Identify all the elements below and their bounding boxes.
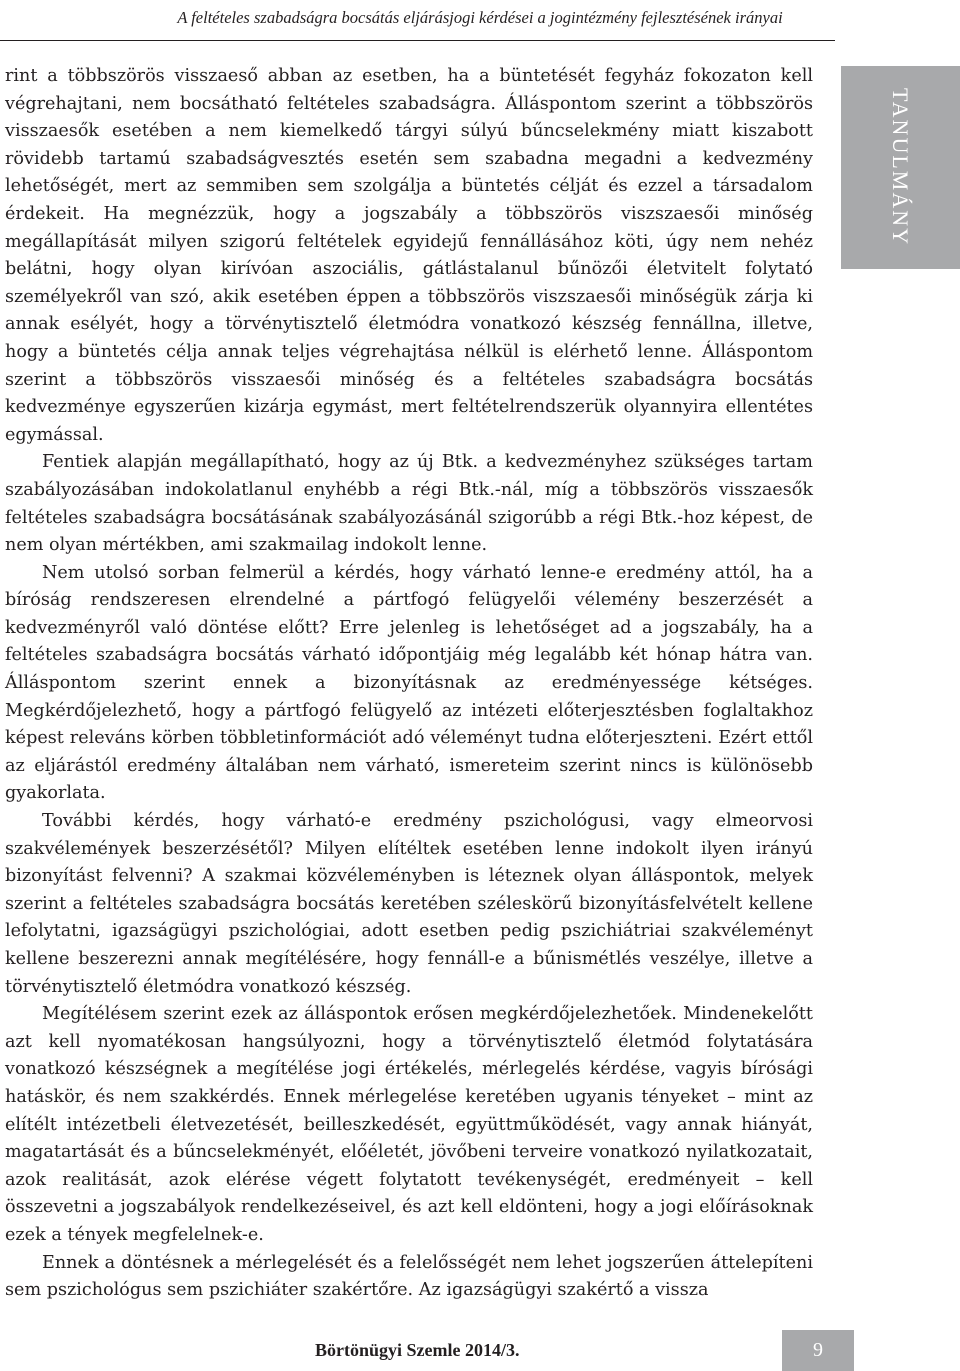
- section-tab: [841, 66, 960, 269]
- section-tab-label: TANULMÁNY: [888, 87, 913, 247]
- running-header: A feltételes szabadságra bocsátás eljárásjogi kérdései a jogintézmény fejlesztésének irányai: [177, 8, 783, 27]
- paragraph: Fentiek alapján megállapítható, hogy az új Btk. a kedvezményhez szükséges tartam szabályozásában indokolatlanul enyhébb a régi Btk.-nál, míg a többszörös visszaesők feltételes szabadságra bocsátásának szabályozásánál szigorúbb a régi Btk.-hoz képest, de nem olyan mértékben, ami szakmailag indokolt lenne.: [5, 452, 813, 556]
- journal-footer: Börtönügyi Szemle 2014/3.: [315, 1340, 520, 1360]
- article-body: [5, 63, 813, 1305]
- header-rule: [0, 40, 835, 41]
- paragraph: Megítélésem szerint ezek az álláspontok erősen megkérdőjelezhetőek. Mindenekelőtt azt kell nyomatékosan hangsúlyozni, hogy a törvénytisztelő életmód folytatására vonatkozó készségnek a megítélése jogi értékelés, mérlegelés kérdése, vagyis bírósági hatáskör, és nem szakkérdés. Ennek mérlegelése keretében ugyanis tényeket – mint az elítélt intézetbeli életvezetését, beilleszkedését, együttműködését, vagy annak hiányát, magatartását és a bűncselekményét, előéletét, jövőbeni terveire vonatkozó nyilatkozatait, azok realitását, azok elérése végett folytatott tevékenységét, eredményeit – kell összevetni a jogszabályok rendelkezéseivel, és azt kell eldönteni, hogy a jogi előírásoknak ezek a tények megfelelnek-e.: [5, 1004, 813, 1245]
- paragraph: Ennek a döntésnek a mérlegelését és a felelősségét nem lehet jogszerűen áttelepíteni sem pszichológus sem pszichiáter szakértőre. Az igazságügyi szakértő a vissza: [5, 1252, 813, 1301]
- paragraph-continued: rint a többszörös visszaeső abban az esetben, ha a büntetését fegyház fokozaton kell végrehajtani, nem bocsátható feltételes szabadságra. Álláspontom szerint a többszörös visszaesők esetében a nem kiemelkedő tárgyi súlyú bűncselekmény miatt kiszabott rövidebb tartamú szabadságvesztés esetén sem szabadna megadni a kedvezmény lehetőségét, mert az semmiben sem szolgálja a büntetés célját és ezzel a társadalom érdekeit. Ha megnézzük, hogy a jogszabály a többszörös viszszaesői minőség megállapítását milyen szigorú feltételek egyidejű fennállásához köti, úgy nem nehéz belátni, hogy olyan kirívóan aszociális, gátlástalanul bűnözői életvitelt folytató személyekről van szó, akik esetében éppen a többszörös viszszaesői minőségük zárja ki annak esélyét, hogy a törvénytisztelő életmódra vonatkozó készség fennállna, illetve, hogy a büntetés célja annak teljes végrehajtása nélkül is elérhető lenne. Álláspontom szerint a többszörös visszaesői minőség és a feltételes szabadságra bocsátás kedvezménye egyszerűen kizárja egymást, mert feltételrendszerük olyannyira ellentétes egymással.: [5, 66, 813, 445]
- page-number: 9: [782, 1330, 854, 1371]
- paragraph: Nem utolsó sorban felmerül a kérdés, hogy várható lenne-e eredmény attól, ha a bíróság rendszeresen elrendelné a pártfogó felügyelői vélemény beszerzését a kedvezményről való döntése előtt? Erre jelenleg is lehetőséget ad a jogszabály, ha a feltételes szabadságra bocsátás várható időpontjáig még legalább két hónap hátra van. Álláspontom szerint ennek a bizonyításnak az eredményessége kétséges. Megkérdőjelezhető, hogy a pártfogó felügyelő az intézeti előterjesztésben foglaltakhoz képest releváns körben többletinformációt adó véleményt tudna előterjeszteni. Ezért ettől az eljárástól eredmény általában nem várható, ismereteim szerint nincs is különösebb gyakorlata.: [5, 562, 813, 804]
- paragraph: További kérdés, hogy várható-e eredmény pszichológusi, vagy elmeorvosi szakvélemények beszerzésétől? Milyen elítéltek esetében lenne indokolt ilyen irányú bizonyítást felvenni? A szakmai közvéleményben is léteznek olyan álláspontok, melyek szerint a feltételes szabadságra bocsátás keretében széleskörű bizonyításfelvételt kellene lefolytatni, igazságügyi pszichológiai, adott esetben pedig pszichiátriai szakvéleményt kellene beszerezni annak megítélésére, hogy fennáll-e a bűnismétlés veszélye, illetve a törvénytisztelő életmódra vonatkozó készség.: [5, 811, 813, 997]
